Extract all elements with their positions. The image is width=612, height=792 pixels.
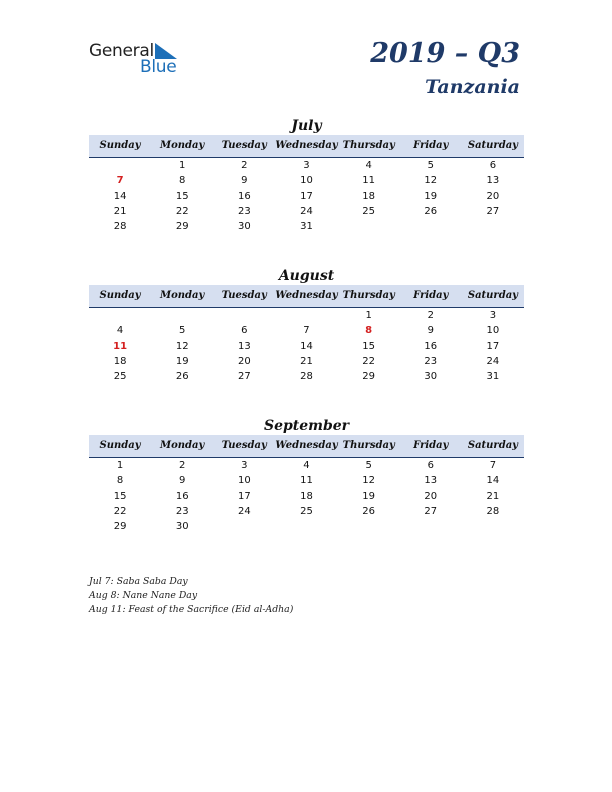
day-cell: 20: [486, 190, 500, 202]
day-cell: 3: [241, 460, 248, 471]
day-cell: 6: [489, 160, 497, 171]
day-cell: 8: [116, 475, 124, 487]
day-cell: [213, 519, 275, 534]
day-cell: 22: [362, 355, 375, 367]
day-cell: 4: [116, 325, 124, 337]
weekday-label: Monday: [160, 290, 205, 301]
holiday-note: Jul 7: Saba Saba Day: [89, 576, 188, 587]
day-cell: 13: [424, 475, 438, 487]
week-row: [89, 339, 524, 354]
day-cell: 19: [175, 355, 189, 367]
day-cell: 6: [241, 325, 248, 337]
day-cell: [275, 308, 337, 323]
day-cell: 22: [113, 505, 127, 517]
month-title: August: [278, 268, 335, 284]
day-cell: [338, 519, 400, 534]
day-cell: 5: [365, 460, 372, 471]
day-cell: 12: [175, 340, 189, 352]
weekday-label: Sunday: [99, 140, 141, 151]
day-cell: 14: [486, 475, 500, 487]
holiday-day-cell: 8: [365, 325, 373, 337]
holiday-day-cell: 11: [113, 340, 128, 352]
weekday-label: Friday: [413, 290, 449, 301]
day-cell: [151, 308, 213, 323]
week-row: [89, 308, 524, 323]
week-row: [89, 458, 524, 473]
day-cell: 6: [427, 460, 434, 471]
day-cell: 28: [300, 371, 313, 383]
day-cell: 9: [427, 325, 434, 337]
month-title: July: [291, 118, 322, 134]
day-cell: 26: [175, 371, 189, 383]
day-cell: 10: [237, 475, 251, 487]
day-cell: 22: [175, 205, 189, 217]
day-cell: [462, 519, 524, 534]
day-cell: 9: [241, 175, 248, 187]
day-cell: 29: [362, 371, 375, 383]
weekday-label: Sunday: [99, 290, 141, 301]
day-cell: 28: [486, 505, 500, 517]
week-row: [89, 204, 524, 219]
weekday-label: Monday: [160, 140, 205, 151]
month-grid: [89, 308, 524, 384]
day-cell: 24: [237, 505, 251, 517]
day-cell: 9: [179, 475, 186, 487]
day-cell: 16: [237, 190, 251, 202]
day-cell: 29: [175, 221, 189, 233]
day-cell: 7: [489, 460, 497, 471]
week-row: [89, 369, 524, 384]
weekday-label: Saturday: [467, 140, 518, 151]
page-subtitle: Tanzania: [425, 76, 520, 98]
brand-word-blue: Blue: [140, 57, 177, 77]
day-cell: 25: [362, 205, 375, 217]
day-cell: 21: [300, 355, 313, 367]
weekday-label: Thursday: [342, 440, 395, 451]
day-cell: [89, 308, 151, 323]
day-cell: 2: [179, 460, 186, 471]
day-cell: 4: [365, 160, 372, 171]
day-cell: [400, 219, 462, 234]
day-cell: 30: [424, 371, 438, 383]
week-row: [89, 504, 524, 519]
day-cell: 16: [424, 340, 438, 352]
weekday-header: [89, 285, 524, 308]
day-cell: 4: [303, 460, 310, 471]
day-cell: 27: [237, 371, 251, 383]
day-cell: 20: [237, 355, 251, 367]
day-cell: 1: [365, 310, 372, 321]
day-cell: 14: [113, 190, 127, 202]
weekday-label: Monday: [160, 440, 205, 451]
day-cell: 17: [300, 190, 313, 202]
month-grid: [89, 458, 524, 534]
month-august: [89, 267, 524, 384]
day-cell: 26: [424, 205, 438, 217]
month-grid: [89, 158, 524, 234]
day-cell: 21: [486, 490, 500, 502]
day-cell: 20: [424, 490, 438, 502]
day-cell: 27: [424, 505, 438, 517]
day-cell: 15: [113, 490, 127, 502]
day-cell: 15: [175, 190, 189, 202]
day-cell: 7: [303, 325, 310, 337]
day-cell: 15: [362, 340, 375, 352]
week-row: [89, 519, 524, 534]
month-september: [89, 417, 524, 534]
day-cell: 2: [241, 160, 248, 171]
day-cell: 23: [237, 205, 251, 217]
holiday-day-cell: 7: [116, 175, 124, 187]
holiday-notes: [89, 575, 293, 617]
day-cell: 1: [179, 160, 186, 171]
day-cell: [338, 219, 400, 234]
weekday-label: Saturday: [467, 290, 518, 301]
week-row: [89, 219, 524, 234]
weekday-label: Sunday: [99, 440, 141, 451]
weekday-label: Thursday: [342, 140, 395, 151]
day-cell: 16: [175, 490, 189, 502]
day-cell: 31: [486, 371, 500, 383]
weekday-label: Friday: [413, 440, 449, 451]
weekday-label: Wednesday: [275, 290, 338, 301]
day-cell: 23: [175, 505, 189, 517]
holiday-note: Aug 8: Nane Nane Day: [89, 590, 198, 601]
week-row: [89, 158, 524, 173]
day-cell: 31: [300, 221, 313, 233]
week-row: [89, 189, 524, 204]
week-row: [89, 489, 524, 504]
brand-logo: [89, 40, 199, 80]
day-cell: 19: [362, 490, 375, 502]
day-cell: 10: [486, 325, 500, 337]
month-july: [89, 117, 524, 234]
weekday-label: Wednesday: [275, 140, 338, 151]
day-cell: 28: [113, 221, 127, 233]
day-cell: 24: [300, 205, 313, 217]
day-cell: 2: [427, 310, 434, 321]
day-cell: 18: [362, 190, 375, 202]
day-cell: 24: [486, 355, 500, 367]
day-cell: 17: [237, 490, 251, 502]
day-cell: 12: [424, 175, 438, 187]
day-cell: 3: [489, 310, 497, 321]
day-cell: 1: [116, 460, 124, 471]
brand-word-general: General: [89, 41, 154, 61]
day-cell: 11: [362, 175, 375, 187]
day-cell: 12: [362, 475, 375, 487]
week-row: [89, 473, 524, 488]
weekday-header: [89, 135, 524, 158]
day-cell: 14: [300, 340, 313, 352]
day-cell: 30: [237, 221, 251, 233]
day-cell: 3: [303, 160, 310, 171]
weekday-label: Wednesday: [275, 440, 338, 451]
weekday-label: Tuesday: [221, 440, 267, 451]
weekday-label: Tuesday: [221, 140, 267, 151]
day-cell: 23: [424, 355, 438, 367]
day-cell: 19: [424, 190, 438, 202]
day-cell: 21: [113, 205, 127, 217]
day-cell: 27: [486, 205, 500, 217]
weekday-label: Friday: [413, 140, 449, 151]
day-cell: 5: [427, 160, 434, 171]
holiday-note: Aug 11: Feast of the Sacrifice (Eid al-Adha): [89, 604, 294, 615]
day-cell: 8: [179, 175, 186, 187]
day-cell: [400, 519, 462, 534]
weekday-label: Thursday: [342, 290, 395, 301]
day-cell: 5: [179, 325, 186, 337]
day-cell: 10: [300, 175, 313, 187]
day-cell: 13: [486, 175, 500, 187]
day-cell: 17: [486, 340, 500, 352]
day-cell: 13: [237, 340, 251, 352]
day-cell: 25: [113, 371, 127, 383]
week-row: [89, 354, 524, 369]
day-cell: 11: [300, 475, 313, 487]
week-row: [89, 323, 524, 338]
day-cell: [213, 308, 275, 323]
day-cell: 30: [175, 521, 189, 533]
day-cell: 18: [113, 355, 127, 367]
day-cell: [462, 219, 524, 234]
day-cell: 18: [300, 490, 313, 502]
day-cell: 26: [362, 505, 375, 517]
day-cell: 25: [300, 505, 313, 517]
week-row: [89, 173, 524, 188]
weekday-label: Tuesday: [221, 290, 267, 301]
day-cell: 29: [113, 521, 127, 533]
day-cell: [89, 158, 151, 173]
month-title: September: [263, 418, 350, 434]
weekday-label: Saturday: [467, 440, 518, 451]
page-title: 2019 – Q3: [370, 38, 520, 69]
day-cell: [275, 519, 337, 534]
weekday-header: [89, 435, 524, 458]
